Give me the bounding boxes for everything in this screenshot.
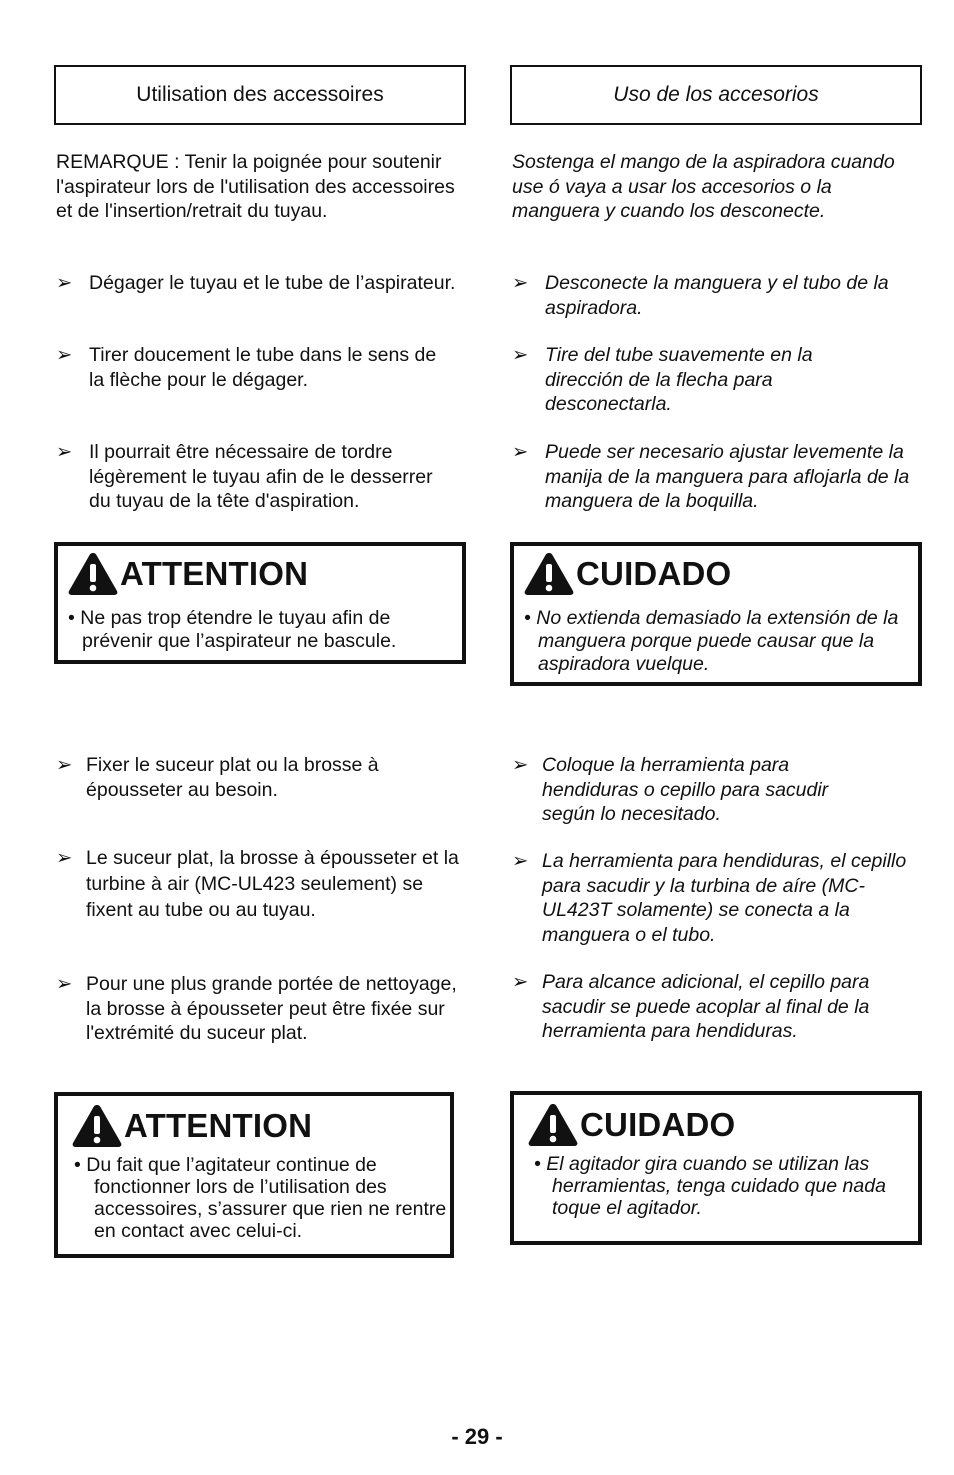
arrow-bullet-icon: ➢	[56, 754, 73, 776]
arrow-bullet-icon: ➢	[512, 971, 529, 993]
section-header-es	[510, 65, 922, 125]
warning-heading	[528, 1103, 735, 1147]
warning-title: CUIDADO	[576, 555, 732, 592]
step-fr-5: ➢ Le suceur plat, la brosse à épousseter et la turbine à air (MC-UL423 seulement) se fixent au tube ou au tuyau.	[56, 847, 459, 921]
arrow-bullet-icon: ➢	[512, 344, 529, 366]
section-title-fr: Utilisation des accessoires	[136, 83, 384, 106]
warning-box-fr-1	[54, 542, 466, 664]
arrow-bullet-icon: ➢	[512, 272, 529, 294]
step-es-2: ➢ Tire del tube suavemente en la dirección de la flecha para desconectarla.	[512, 344, 813, 415]
warning-triangle-icon	[68, 552, 118, 596]
arrow-bullet-icon: ➢	[56, 441, 73, 463]
step-fr-3: ➢ Il pourrait être nécessaire de tordre légèrement le tuyau afin de le desserrer du tuyau de la tête d'aspiration.	[56, 441, 433, 512]
warning-title: ATTENTION	[124, 1107, 313, 1144]
step-fr-4: ➢ Fixer le suceur plat ou la brosse à épousseter au besoin.	[56, 754, 379, 801]
warning-title: ATTENTION	[120, 555, 309, 592]
arrow-bullet-icon: ➢	[56, 272, 73, 294]
arrow-bullet-icon: ➢	[56, 973, 73, 995]
warning-text: • Ne pas trop étendre le tuyau afin de prévenir que l’aspirateur ne bascule.	[68, 607, 397, 652]
arrow-bullet-icon: ➢	[56, 344, 73, 366]
section-title-es: Uso de los accesorios	[613, 83, 819, 106]
arrow-bullet-icon: ➢	[512, 754, 529, 776]
note-fr: REMARQUE : Tenir la poignée pour soutenir l'aspirateur lors de l'utilisation des accessoires et de l'insertion/retrait du tuyau.	[56, 151, 455, 222]
warning-box-es-1	[510, 542, 922, 686]
warning-box-es-2	[510, 1091, 922, 1245]
warning-title: CUIDADO	[580, 1106, 736, 1143]
step-es-6: ➢ Para alcance adicional, el cepillo para sacudir se puede acoplar al final de la herramienta para hendiduras.	[512, 971, 870, 1042]
arrow-bullet-icon: ➢	[512, 850, 529, 872]
warning-box-fr-2	[54, 1092, 454, 1258]
step-fr-6: ➢ Pour une plus grande portée de nettoyage, la brosse à épousseter peut être fixée sur l'extrémité du suceur plat.	[56, 973, 457, 1044]
step-es-5: ➢ La herramienta para hendiduras, el cepillo para sacudir y la turbina de aíre (MC-UL423T solamente) se conecta a la manguera o el tubo.	[512, 850, 907, 946]
warning-triangle-icon	[528, 1103, 578, 1147]
warning-triangle-icon	[524, 552, 574, 596]
page-number: - 29 -	[451, 1424, 503, 1449]
warning-text: • No extienda demasiado la extensión de la manguera porque puede causar que la aspiradora vuelque.	[524, 607, 899, 675]
warning-text: • Du fait que l’agitateur continue de fonctionner lors de l’utilisation des accessoires, s’assurer que rien ne rentre en contact avec celui-ci.	[74, 1154, 447, 1242]
note-es: Sostenga el mango de la aspiradora cuando use ó vaya a usar los accesorios o la manguera y cuando los desconecte.	[512, 151, 895, 222]
warning-text: • El agitador gira cuando se utilizan las herramientas, tenga cuidado que nada toque el agitador.	[534, 1153, 886, 1219]
arrow-bullet-icon: ➢	[56, 847, 73, 869]
step-es-1: ➢ Desconecte la manguera y el tubo de la aspiradora.	[512, 272, 889, 319]
section-header-fr	[54, 65, 466, 125]
warning-heading	[72, 1104, 312, 1148]
warning-heading	[524, 552, 731, 596]
step-fr-1: ➢ Dégager le tuyau et le tube de l’aspirateur.	[56, 272, 456, 294]
step-fr-2: ➢ Tirer doucement le tube dans le sens de la flèche pour le dégager.	[56, 344, 437, 391]
step-es-4: ➢ Coloque la herramienta para hendiduras o cepillo para sacudir según lo necesitado.	[512, 754, 829, 825]
warning-heading	[68, 552, 308, 596]
step-es-3: ➢ Puede ser necesario ajustar levemente la manija de la manguera para aflojarla de la manguera de la boquilla.	[512, 441, 910, 512]
arrow-bullet-icon: ➢	[512, 441, 529, 463]
warning-triangle-icon	[72, 1104, 122, 1148]
